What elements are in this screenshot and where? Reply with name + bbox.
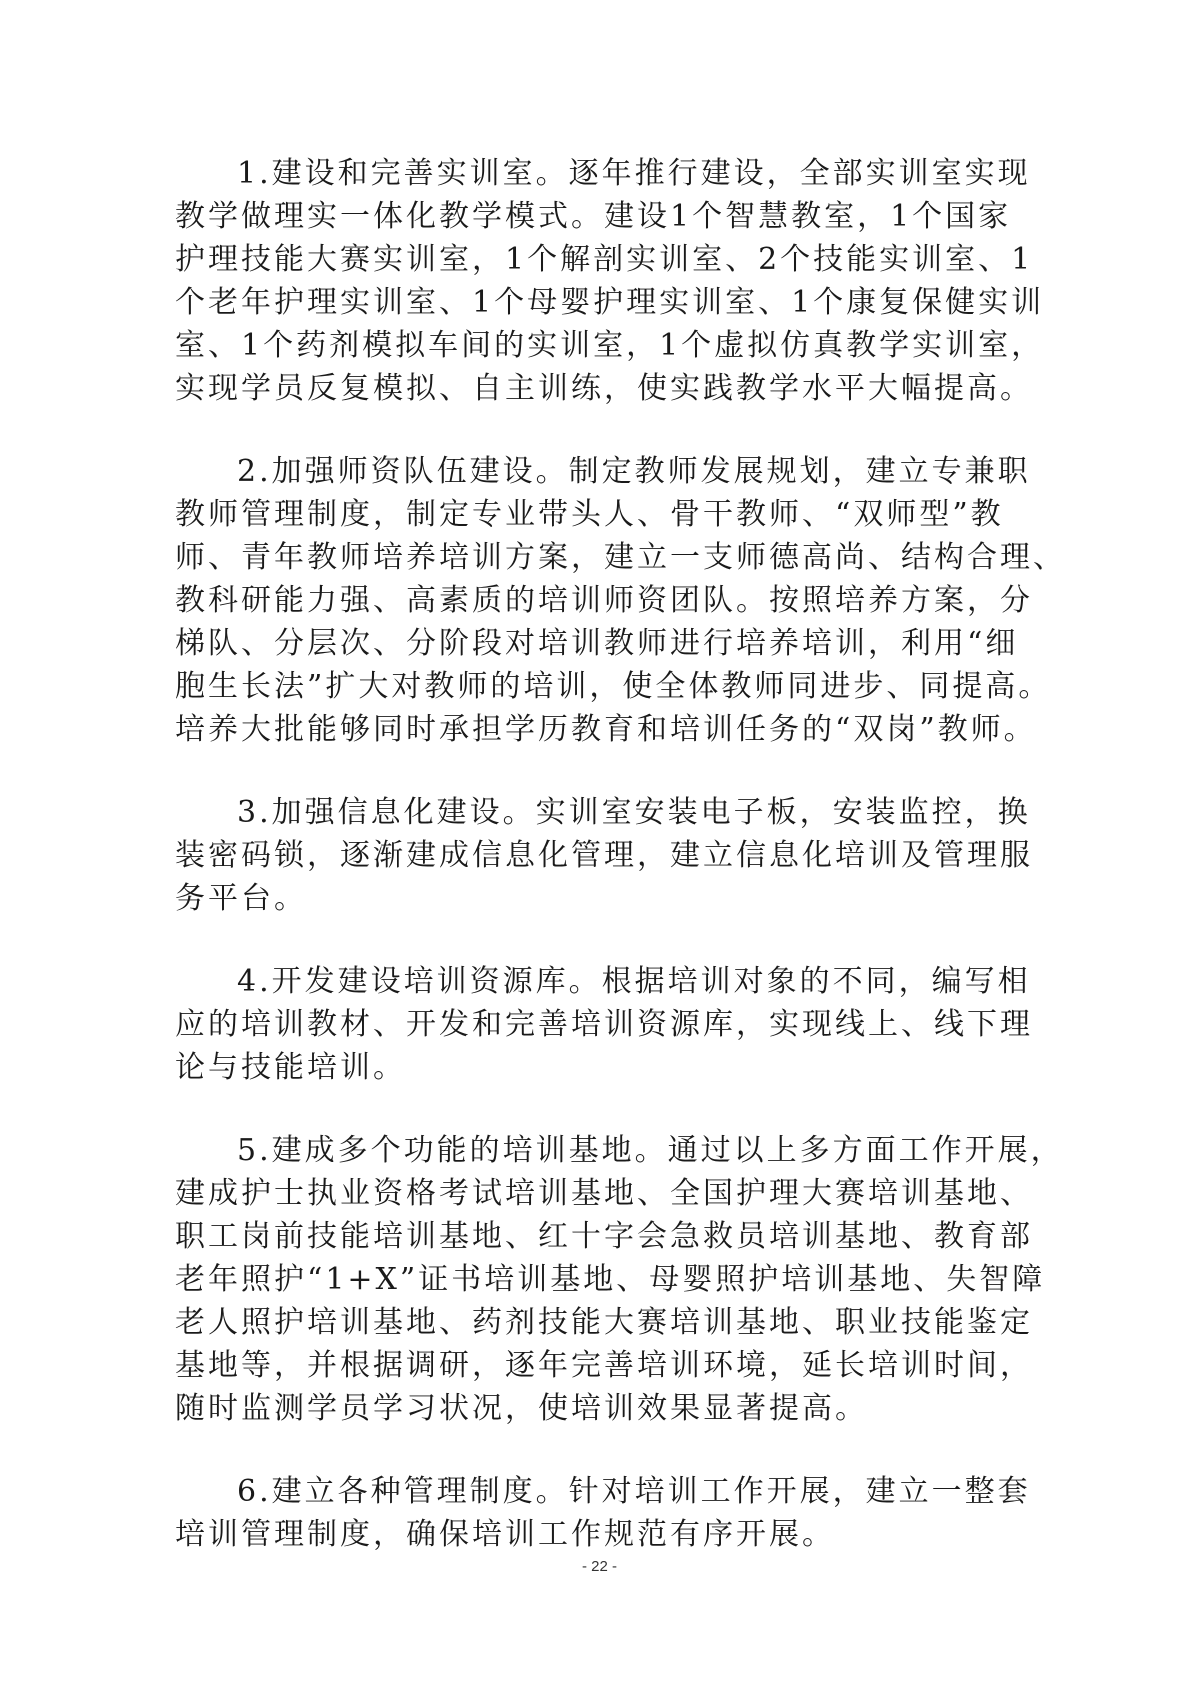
document-body [175, 152, 1066, 1596]
paragraph-line: 老年照护“1+X”证书培训基地、母婴照护培训基地、失智障 [175, 1262, 1046, 1297]
paragraph-line: 2.加强师资队伍建设。制定教师发展规划，建立专兼职 [237, 454, 1031, 489]
paragraph-line: 培训管理制度，确保培训工作规范有序开展。 [175, 1517, 835, 1552]
paragraph-1 [175, 152, 1045, 410]
paragraph-line: 建成护士执业资格考试培训基地、全国护理大赛培训基地、 [175, 1176, 1033, 1211]
paragraph-6 [175, 1470, 1031, 1556]
paragraph-line: 随时监测学员学习状况，使培训效果显著提高。 [175, 1391, 868, 1426]
paragraph-line: 教学做理实一体化教学模式。建设1个智慧教室，1个国家 [175, 199, 1012, 234]
paragraph-line: 教科研能力强、高素质的培训师资团队。按照培养方案，分 [175, 583, 1033, 618]
paragraph-2 [175, 450, 1066, 751]
paragraph-line: 职工岗前技能培训基地、红十字会急救员培训基地、教育部 [175, 1219, 1033, 1254]
paragraph-line: 6.建立各种管理制度。针对培训工作开展，建立一整套 [237, 1474, 1031, 1509]
paragraph-line: 实现学员反复模拟、自主训练，使实践教学水平大幅提高。 [175, 371, 1033, 406]
paragraph-line: 个老年护理实训室、1个母婴护理实训室、1个康复保健实训 [175, 285, 1045, 320]
paragraph-line: 3.加强信息化建设。实训室安装电子板，安装监控，换 [237, 795, 1031, 830]
paragraph-line: 务平台。 [175, 881, 307, 916]
paragraph-line: 4.开发建设培训资源库。根据培训对象的不同，编写相 [237, 964, 1031, 999]
paragraph-line: 应的培训教材、开发和完善培训资源库，实现线上、线下理 [175, 1007, 1033, 1042]
paragraph-line: 梯队、分层次、分阶段对培训教师进行培养培训，利用“细 [175, 626, 1019, 661]
paragraph-line: 培养大批能够同时承担学历教育和培训任务的“双岗”教师。 [175, 712, 1037, 747]
paragraph-line: 论与技能培训。 [175, 1050, 406, 1085]
paragraph-5 [175, 1129, 1064, 1430]
paragraph-line: 5.建成多个功能的培训基地。通过以上多方面工作开展， [237, 1133, 1064, 1168]
page-number: - 22 - [581, 1558, 617, 1575]
paragraph-line: 师、青年教师培养培训方案，建立一支师德高尚、结构合理、 [175, 540, 1066, 575]
paragraph-4 [175, 960, 1033, 1089]
paragraph-line: 护理技能大赛实训室，1个解剖实训室、2个技能实训室、1 [175, 242, 1034, 277]
paragraph-line: 1.建设和完善实训室。逐年推行建设，全部实训室实现 [237, 156, 1031, 191]
paragraph-line: 基地等，并根据调研，逐年完善培训环境，延长培训时间， [175, 1348, 1033, 1383]
paragraph-3 [175, 791, 1033, 920]
paragraph-line: 胞生长法”扩大对教师的培训，使全体教师同进步、同提高。 [175, 669, 1052, 704]
paragraph-line: 装密码锁，逐渐建成信息化管理，建立信息化培训及管理服 [175, 838, 1033, 873]
paragraph-line: 教师管理制度，制定专业带头人、骨干教师、“双师型”教 [175, 497, 1004, 532]
paragraph-line: 老人照护培训基地、药剂技能大赛培训基地、职业技能鉴定 [175, 1305, 1033, 1340]
paragraph-line: 室、1个药剂模拟车间的实训室，1个虚拟仿真教学实训室， [175, 328, 1045, 363]
